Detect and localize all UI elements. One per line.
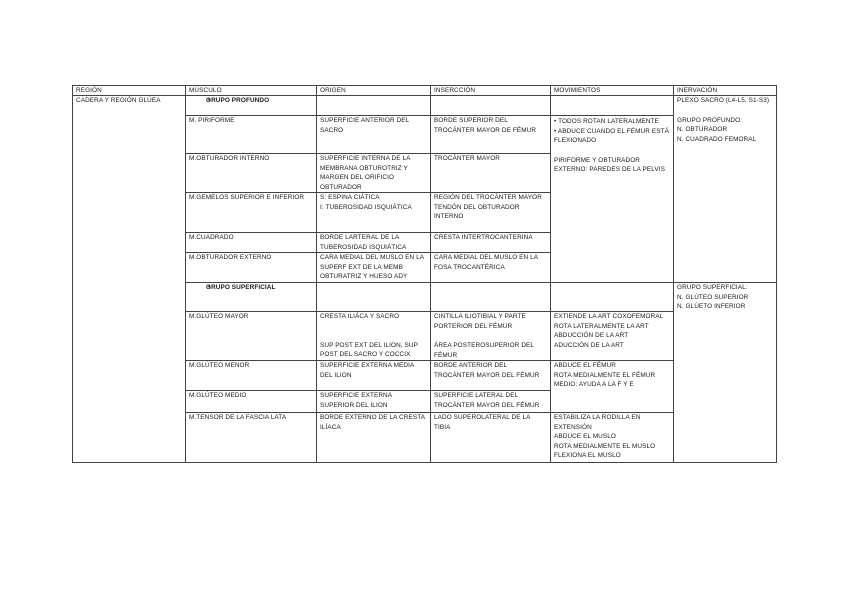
origin-cell: SUPERFICIE EXTERNA SUPERIOR DEL ILION [317, 391, 431, 413]
insertion-cell: CRESTA INTERTROCANTERINA [431, 233, 551, 253]
origin-cell: SUPERFICIE ANTERIOR DEL SACRO [317, 116, 431, 154]
innervation-superficial: GRUPO SUPERFICIAL: N. GLÚTEO SUPERIOR N. GLÚETO INFERIOR [674, 283, 777, 463]
muscle-cell: M.GLÚTEO MAYOR [186, 312, 317, 361]
header-muscle: MÚSCULO [186, 86, 317, 96]
origin-cell: CARA MEDIAL DEL MUSLO EN LA SUPERF EXT DE LA MEMB OBTURATRIZ Y HUESO ADY [317, 253, 431, 283]
movements-deep: • TODOS ROTAN LATERALMENTE • ABDUCE CUANDO EL FÉMUR ESTÁ FLEXIONADO PIRIFORME Y OBTURADOR EXTERNO: PAREDES DE LA PELVIS [551, 116, 674, 283]
insertion-cell: BORDE ANTERIOR DEL TROCÁNTER MAYOR DEL FÉMUR [431, 361, 551, 391]
group-label-deep: • GRUPO PROFUNDO [186, 96, 317, 116]
movements-cell: ABDUCE EL FÉMUR ROTA MEDIALMENTE EL FÉMUR MEDIO: AYUDA A LA F Y E [551, 361, 674, 413]
table-row [73, 96, 777, 116]
region-cell: CADERA Y REGIÓN GLÚEA [73, 96, 186, 463]
origin-cell: SUPERFICIE INTERNA DE LA MEMBRANA OBTUROTRIZ Y MARGEN DEL ORIFICIO OBTURADOR [317, 154, 431, 193]
origin-cell: S: ESPINA CIÁTICA I: TUBEROSIDAD ISQUIÁTICA [317, 193, 431, 233]
muscle-cell: M.GLÚTEO MEDIO [186, 391, 317, 413]
muscle-table [72, 85, 777, 463]
table-header-row [73, 86, 777, 96]
origin-cell: SUPERFICIE EXTERNA MEDIA DEL ILION [317, 361, 431, 391]
header-innervation: INERVACIÓN [674, 86, 777, 96]
movements-cell: EXTIENDE LA ART COXOFEMORAL ROTA LATERALMENTE LA ART ABDUCCIÓN DE LA ART ADUCCIÓN DE LA ART [551, 312, 674, 361]
muscle-cell: M.GEMELOS SUPERIOR E INFERIOR [186, 193, 317, 233]
insertion-cell: TROCÁNTER MAYOR [431, 154, 551, 193]
origin-cell: BORDE EXTERNO DE LA CRESTA ILÍACA [317, 413, 431, 463]
insertion-cell: LADO SUPEROLATERAL DE LA TIBIA [431, 413, 551, 463]
muscle-cell: M.TENSOR DE LA FASCIA LATA [186, 413, 317, 463]
muscle-cell: M.OBTURADOR INTERNO [186, 154, 317, 193]
group-label-superficial: • GRUPO SUPERFICIAL [186, 283, 317, 312]
insertion-cell: BORDE SUPERIOR DEL TROCÁNTER MAYOR DE FÉMUR [431, 116, 551, 154]
insertion-cell: SUPERFICIE LATERAL DEL TROCÁNTER MAYOR DEL FÉMUR [431, 391, 551, 413]
muscle-cell: M. PIRIFORME [186, 116, 317, 154]
header-origin: ORIGEN [317, 86, 431, 96]
insertion-cell: REGIÓN DEL TROCÁNTER MAYOR TENDÓN DEL OBTURADOR INTERNO [431, 193, 551, 233]
origin-cell: BORDE LARTERAL DE LA TUBEROSIDAD ISQUIÁTICA [317, 233, 431, 253]
muscle-cell: M.GLÚTEO MENOR [186, 361, 317, 391]
insertion-cell: CARA MEDIAL DEL MUSLO EN LA FOSA TROCANTÉRICA [431, 253, 551, 283]
movements-cell: ESTABILIZA LA RODILLA EN EXTENSIÓN ABDUCE EL MUSLO ROTA MEDIALMENTE EL MUSLO FLEXIONA EL MUSLO [551, 413, 674, 463]
origin-cell: CRESTA ILIÁCA Y SACRO SUP POST EXT DEL ILION, SUP POST DEL SACRO Y COCCIX [317, 312, 431, 361]
header-region: REGIÓN [73, 86, 186, 96]
insertion-cell: CINTILLA ILIOTIBIAL Y PARTE PORTERIOR DEL FÉMUR ÁREA POSTEROSUPERIOR DEL FÉMUR [431, 312, 551, 361]
header-movements: MOVIMIENTOS [551, 86, 674, 96]
innervation-deep: PLEXO SACRO (L4-L5, S1-S3) GRUPO PROFUNDO: N. OBTURADOR N. CUADRADO FEMORAL [674, 96, 777, 283]
header-insertion: INSERCCIÓN [431, 86, 551, 96]
muscle-cell: M.CUADRADO [186, 233, 317, 253]
muscle-cell: M.OBTURADOR EXTERNO [186, 253, 317, 283]
